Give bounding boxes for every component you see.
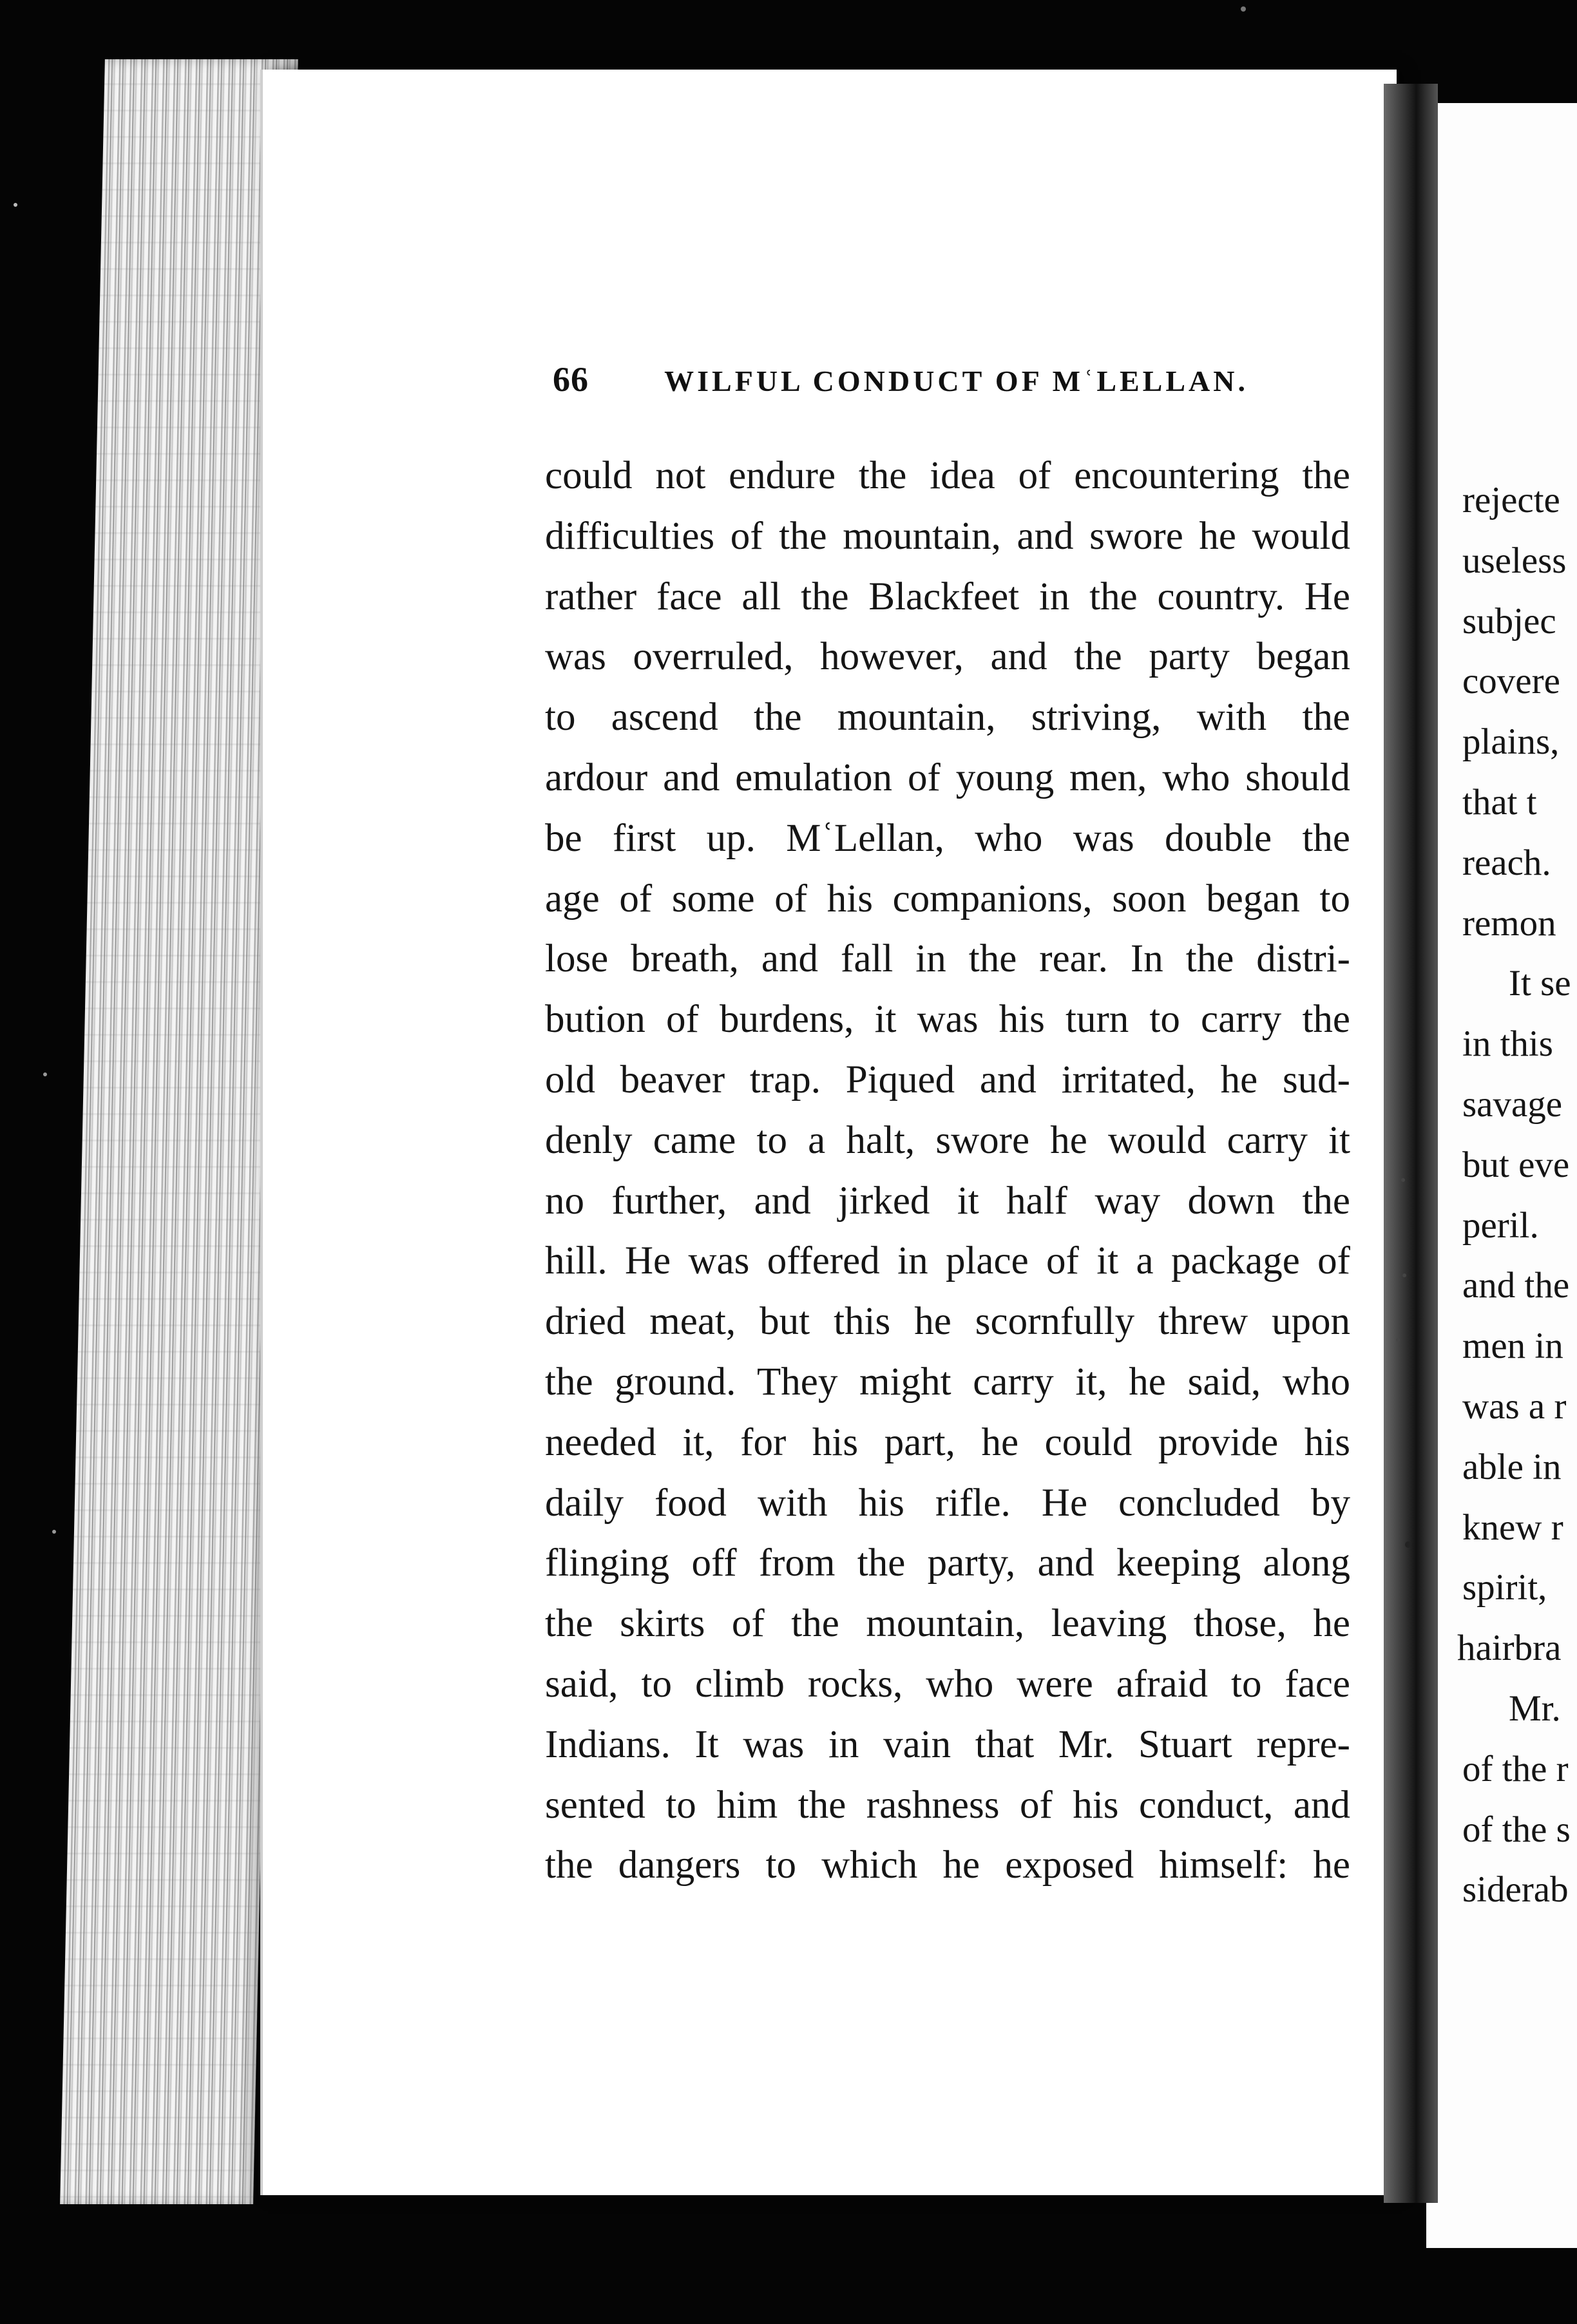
text-line: could not endure the idea of encountering the [545, 454, 1350, 497]
text-line: needed it, for his part, he could provide his [545, 1420, 1350, 1464]
next-page-line: It se [1509, 963, 1571, 1004]
next-page-line: plains, [1462, 721, 1560, 763]
text-line: said, to climb rocks, who were afraid to face [545, 1662, 1350, 1706]
text-line: bution of burdens, it was his turn to carry the [545, 998, 1350, 1042]
text-line: flinging off from the party, and keeping along [545, 1541, 1350, 1585]
next-page-line: peril. [1462, 1205, 1539, 1246]
chapter-running-title: WILFUL CONDUCT OF MʿLELLAN. [664, 365, 1248, 397]
text-line: rather face all the Blackfeet in the country. He [545, 575, 1350, 618]
next-page-line: spirit, [1462, 1567, 1547, 1608]
text-line: dried meat, but this he scornfully threw upon [545, 1300, 1350, 1344]
next-page-line: Mr. [1509, 1688, 1561, 1729]
body-text [545, 446, 1350, 1896]
next-page-line: covere [1462, 661, 1560, 702]
text-line: daily food with his rifle. He concluded by [545, 1481, 1350, 1525]
next-page-line: subjec [1462, 600, 1556, 642]
text-line: old beaver trap. Piqued and irritated, he sud- [545, 1058, 1350, 1101]
next-page-line: savage [1462, 1083, 1563, 1125]
next-page-line: of the s [1462, 1809, 1571, 1850]
text-line: the ground. They might carry it, he said, who [545, 1360, 1350, 1404]
next-page-line: useless [1462, 540, 1567, 581]
text-line: be first up. MʿLellan, who was double the [545, 816, 1350, 860]
next-page-line: remon [1462, 902, 1556, 944]
text-line: the skirts of the mountain, leaving those, he [545, 1602, 1350, 1646]
text-line: no further, and jirked it half way down the [545, 1179, 1350, 1223]
next-page-line: and the [1462, 1265, 1570, 1306]
next-page-line: of the r [1462, 1748, 1569, 1789]
text-line: was overruled, however, and the party began [545, 635, 1350, 679]
next-page-line: knew r [1462, 1507, 1563, 1548]
text-line: difficulties of the mountain, and swore he would [545, 514, 1350, 558]
text-line: ardour and emulation of young men, who should [545, 756, 1350, 799]
text-line: hill. He was offered in place of it a package of [545, 1239, 1350, 1283]
next-page-line: men in [1462, 1326, 1563, 1367]
next-page-line: able in [1462, 1446, 1562, 1487]
next-page-line: siderab [1462, 1869, 1569, 1910]
text-line: Indians. It was in vain that Mr. Stuart repre- [545, 1722, 1350, 1766]
running-head [553, 359, 1248, 405]
text-line: the dangers to which he exposed himself: he [545, 1843, 1350, 1887]
next-page-line: rejecte [1462, 480, 1560, 520]
next-page-line: but eve [1462, 1144, 1570, 1185]
next-page-text [1457, 470, 1577, 1920]
next-page-line: hairbra [1457, 1628, 1562, 1669]
text-line: lose breath, and fall in the rear. In the distri- [545, 937, 1350, 981]
next-page-line: was a r [1462, 1386, 1567, 1427]
text-line: denly came to a halt, swore he would carry it [545, 1118, 1350, 1162]
next-page-line: that t [1462, 781, 1537, 823]
text-line: age of some of his companions, soon began to [545, 877, 1350, 920]
text-line: sented to him the rashness of his conduct, and [545, 1783, 1350, 1827]
text-line: to ascend the mountain, striving, with the [545, 696, 1350, 739]
next-page-line: reach. [1462, 842, 1551, 883]
book-gutter [1384, 84, 1438, 2203]
page-number: 66 [553, 360, 589, 399]
next-page-line: in this [1462, 1024, 1553, 1065]
